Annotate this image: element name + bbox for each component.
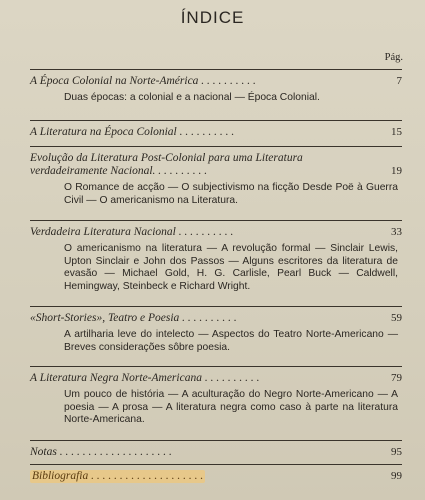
toc-entry [30,152,402,207]
divider [30,69,402,70]
divider [30,366,402,367]
toc-entry [30,470,402,483]
toc-entry [30,226,402,293]
toc-entry [30,372,402,427]
toc-heading[interactable] [30,152,402,178]
toc-entry [30,312,402,354]
toc-description: A artilharia leve do intelecto — Aspectos do Teatro Norte-Americano — Breves considerações sôbre poesia. [64,329,398,353]
divider [30,120,402,121]
toc-description: O americanismo na literatura — A revolução formal — Sinclair Lewis, Upton Sinclair e John dos Passos — Alguns escritores da literatura de evasão — Michael Gold, H. G. Carlisle, Pearl Buck — Caldwell, Hemingway, Steinbeck e Richard Wright. [64,243,398,292]
toc-page-number: 95 [391,446,402,458]
toc-entry [30,75,402,105]
divider [30,306,402,307]
toc-heading-text: A Literatura Negra Norte-Americana . . . . . . . . . . [30,372,260,384]
toc-page-number: 99 [391,470,402,482]
divider [30,220,402,221]
toc-page-number: 15 [391,126,402,138]
toc-heading-text: A Literatura na Época Colonial . . . . . . . . . . [30,126,235,138]
toc-description: Duas épocas: a colonial e a nacional — Época Colonial. [64,92,320,103]
toc-entry [30,446,402,459]
divider [30,146,402,147]
toc-description: O Romance de acção — O subjectivismo na ficção Desde Poë à Guerra Civil — O americanismo na Literatura. [64,182,398,206]
toc-page-number: 7 [396,75,402,87]
toc-heading-text: «Short-Stories», Teatro e Poesia . . . . . . . . . . [30,312,237,324]
toc-heading-text: Bibliografia . . . . . . . . . . . . . . . . . . . . [32,470,204,482]
toc-heading[interactable] [30,75,402,88]
toc-page-number: 79 [391,372,402,384]
toc-heading[interactable] [30,446,402,459]
toc-page-number: 59 [391,312,402,324]
toc-heading-text: Verdadeira Literatura Nacional . . . . . . . . . . [30,226,234,238]
divider [30,464,402,465]
toc-entry [30,126,402,139]
toc-heading[interactable] [30,372,402,385]
toc-page-number: 33 [391,226,402,238]
divider [30,440,402,441]
page-title: ÍNDICE [180,8,245,27]
toc-heading[interactable] [30,126,402,139]
toc-heading[interactable] [30,226,402,239]
toc-heading-text: Notas . . . . . . . . . . . . . . . . . . . . [30,446,172,458]
toc-page-number: 19 [391,165,402,177]
toc-description: Um pouco de história — A aculturação do Negro Norte-Americano — A poesia — A prosa — A literatura negra como caso à parte na literatura Norte-Americana. [64,389,398,425]
page-column-label: Pág. [384,52,403,63]
toc-heading-text: Evolução da Literatura Post-Colonial para uma Literatura verdadeiramente Nacional. . . . . . . . . . [30,152,303,177]
toc-heading[interactable] [30,312,402,325]
toc-heading[interactable] [30,470,402,483]
toc-heading-text: A Época Colonial na Norte-América . . . . . . . . . . [30,75,256,87]
